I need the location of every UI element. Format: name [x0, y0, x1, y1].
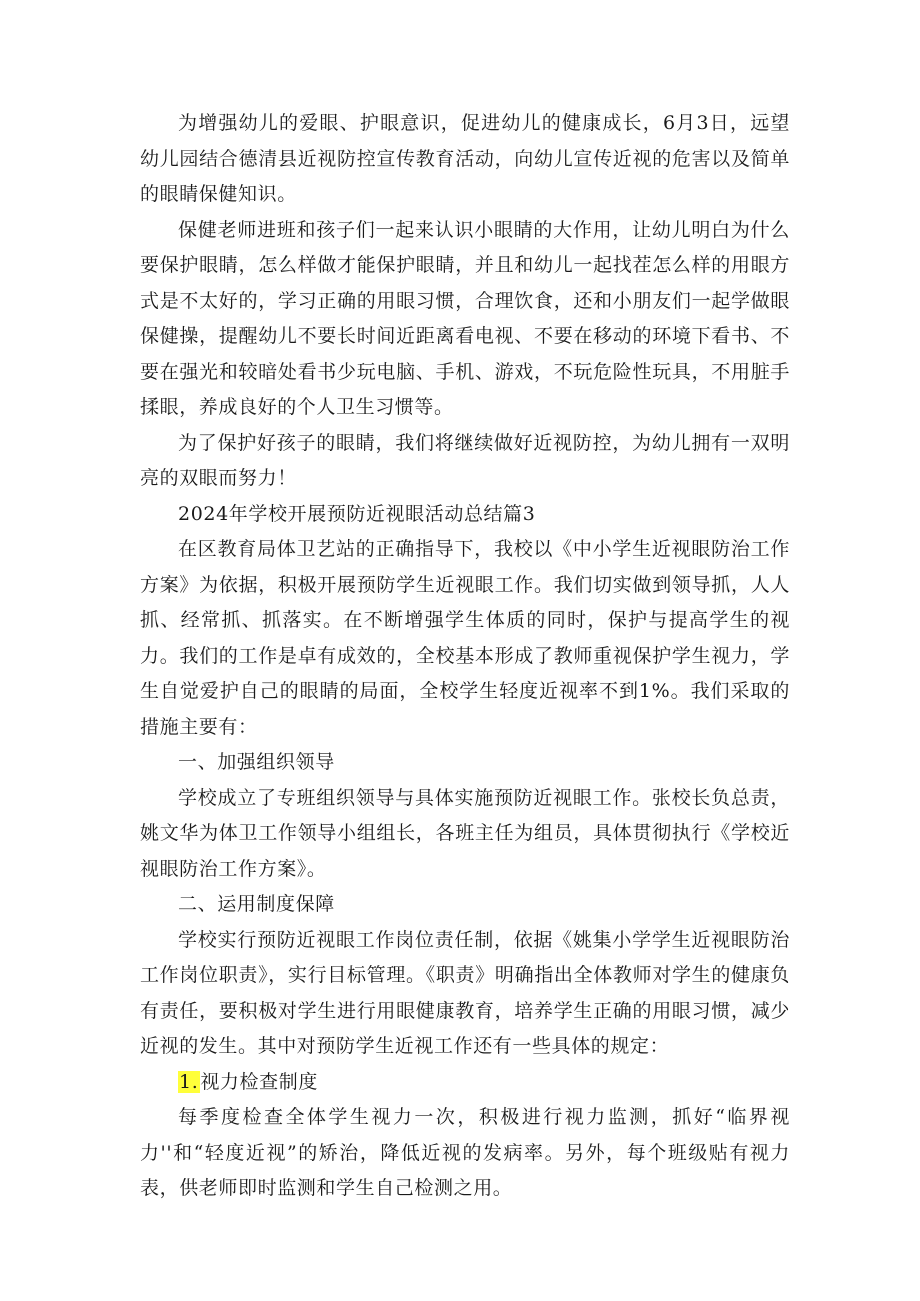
paragraph-school-summary: 在区教育局体卫艺站的正确指导下，我校以《中小学生近视眼防治工作方案》为依据，积极开展预防学生近视眼工作。我们切实做到领导抓，人人抓、经常抓、抓落实。在不断增强学生体质的同时，保护与提高学生的视力。我们的工作是卓有成效的，全校基本形成了教师重视保护学生视力，学生自觉爱护自己的眼睛的局面，全校学生轻度近视率不到1%。我们采取的措施主要有： [140, 538, 790, 738]
paragraph-system: 学校实行预防近视眼工作岗位责任制，依据《姚集小学学生近视眼防治工作岗位职责》，实行目标管理。《职责》明确指出全体教师对学生的健康负有责任，要积极对学生进行用眼健康教育，培养学生正确的用眼习惯，减少近视的发生。其中对预防学生近视工作还有一些具体的规定： [140, 928, 790, 1057]
highlighted-number: 1. [179, 1070, 199, 1093]
paragraph-health-teacher: 保健老师进班和孩子们一起来认识小眼睛的大作用，让幼儿明白为什么要保护眼睛，怎么样做才能保护眼睛，并且和幼儿一起找茬怎么样的用眼方式是不太好的，学习正确的用眼习惯，合理饮食，还和小朋友们一起学做眼保健操，提醒幼儿不要长时间近距离看电视、不要在移动的环境下看书、不要在强光和较暗处看书少玩电脑、手机、游戏，不玩危险性玩具，不用脏手揉眼，养成良好的个人卫生习惯等。 [140, 218, 790, 418]
heading-vision-check-text: 视力检查制度 [200, 1070, 318, 1093]
paragraph-closing: 为了保护好孩子的眼睛，我们将继续做好近视防控，为幼儿拥有一双明亮的双眼而努力！ [140, 431, 790, 489]
heading-organization: 一、加强组织领导 [178, 751, 335, 773]
document-body [140, 106, 790, 1207]
heading-system: 二、运用制度保障 [178, 893, 335, 915]
paragraph-vision-check: 每季度检查全体学生视力一次，积极进行视力监测，抓好“临界视力''和“轻度近视”的矫治，降低近视的发病率。另外，每个班级贴有视力表，供老师即时监测和学生自己检测之用。 [140, 1106, 790, 1199]
heading-vision-check [140, 1065, 790, 1101]
section-title: 2024年学校开展预防近视眼活动总结篇3 [178, 502, 536, 525]
paragraph-organization: 学校成立了专班组织领导与具体实施预防近视眼工作。张校长负总责，姚文华为体卫工作领导小组组长，各班主任为组员，具体贯彻执行《学校近视眼防治工作方案》。 [140, 786, 790, 880]
paragraph-eye-care-intro: 为增强幼儿的爱眼、护眼意识，促进幼儿的健康成长，6月3日，远望幼儿园结合德清县近视防控宣传教育活动，向幼儿宣传近视的危害以及简单的眼睛保健知识。 [140, 112, 790, 205]
